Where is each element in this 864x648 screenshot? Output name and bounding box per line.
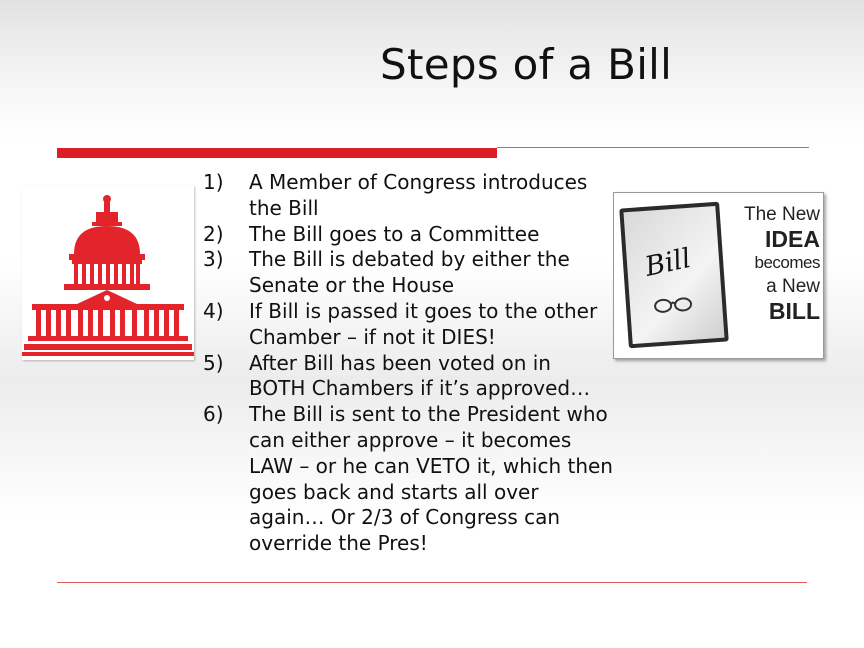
list-item bbox=[203, 222, 613, 248]
step-number: 6) bbox=[203, 402, 224, 427]
caption-line: BILL bbox=[768, 298, 820, 324]
step-text: The Bill is sent to the President who can either approve – it becomes LAW – or he can VETO it, which then goes back and starts all over again… Or 2/3 of Congress can override the Pres! bbox=[249, 402, 613, 556]
list-item bbox=[203, 402, 613, 557]
step-number: 3) bbox=[203, 247, 224, 272]
step-number: 2) bbox=[203, 221, 224, 246]
bill-cover-word: Bill bbox=[642, 242, 694, 283]
title-underline-thin bbox=[497, 147, 809, 148]
caption-line: IDEA bbox=[765, 226, 820, 252]
step-text: The Bill goes to a Committee bbox=[249, 221, 540, 246]
capitol-image bbox=[22, 186, 194, 360]
list-item bbox=[203, 299, 613, 351]
step-text: A Member of Congress introduces the Bill bbox=[249, 170, 588, 220]
capitol-building-icon bbox=[22, 186, 194, 360]
steps-list bbox=[203, 170, 613, 557]
title-underline-thick bbox=[57, 148, 497, 158]
list-item bbox=[203, 170, 613, 222]
step-text: If Bill is passed it goes to the other Chamber – if not it DIES! bbox=[249, 298, 598, 349]
step-number: 4) bbox=[203, 298, 224, 323]
caption-line: a New bbox=[766, 276, 820, 297]
caption-line: becomes bbox=[754, 253, 820, 272]
bill-image bbox=[613, 192, 824, 359]
bill-caption bbox=[722, 203, 820, 323]
step-number: 1) bbox=[203, 170, 224, 194]
footer-rule bbox=[57, 582, 807, 583]
bill-book-icon bbox=[619, 202, 729, 349]
step-number: 5) bbox=[203, 350, 224, 375]
slide-title: Steps of a Bill bbox=[380, 40, 673, 89]
list-item bbox=[203, 247, 613, 299]
caption-line: The New bbox=[743, 204, 820, 225]
step-text: After Bill has been voted on in BOTH Chambers if it’s approved… bbox=[249, 350, 591, 401]
glasses-icon bbox=[651, 294, 696, 317]
step-text: The Bill is debated by either the Senate or the House bbox=[249, 247, 570, 298]
list-item bbox=[203, 351, 613, 403]
